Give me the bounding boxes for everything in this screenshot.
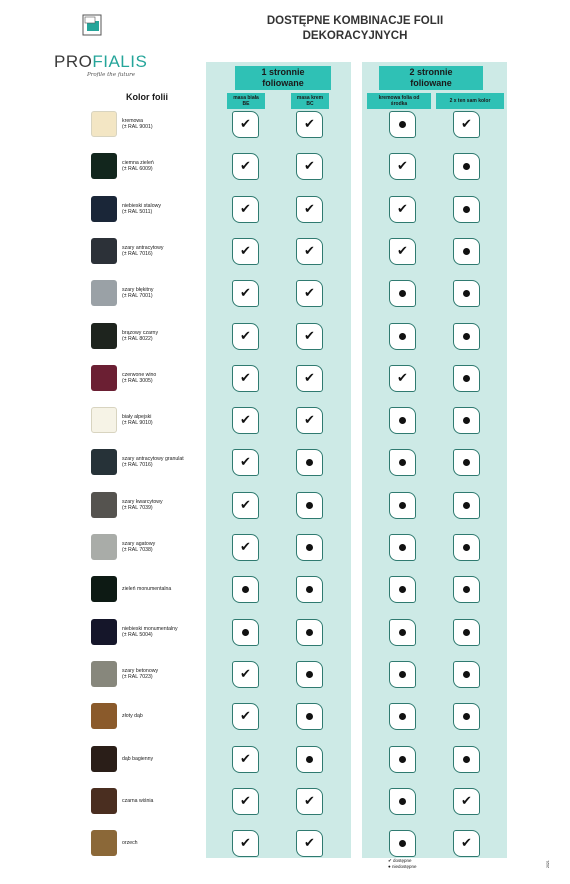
logo-wordmark (54, 52, 147, 72)
color-name-text: dąb bagienny (122, 755, 154, 762)
color-name-text: ciemna zieleń (122, 159, 154, 166)
check-icon: ✔ (461, 794, 472, 809)
availability-cell (389, 830, 416, 857)
check-icon: ✔ (397, 159, 408, 174)
group-header-two-side (379, 66, 483, 90)
page-title (215, 14, 495, 44)
check-icon: ✔ (240, 159, 251, 174)
dot-icon (399, 586, 406, 593)
availability-cell (389, 492, 416, 519)
availability-cell (389, 238, 416, 265)
dot-icon (399, 756, 406, 763)
availability-cell (232, 238, 259, 265)
availability-cell (389, 196, 416, 223)
check-icon: ✔ (240, 286, 251, 301)
legend-unavailable: ● niedostępne (388, 864, 417, 869)
table-row (0, 323, 570, 353)
dot-icon (463, 290, 470, 297)
availability-cell (453, 365, 480, 392)
color-swatch (91, 238, 117, 264)
dot-icon (463, 163, 470, 170)
availability-cell (389, 153, 416, 180)
legend (388, 858, 417, 870)
group2-line2: foliowane (410, 78, 452, 88)
table-row (0, 619, 570, 649)
dot-icon (463, 206, 470, 213)
color-swatch (91, 196, 117, 222)
availability-cell (453, 661, 480, 688)
sub3-line1: kremowa folia od (378, 95, 420, 101)
color-ral-code: (± RAL 5004) (122, 632, 153, 638)
legend-available: ✔ dostępne (388, 858, 412, 863)
availability-cell (232, 534, 259, 561)
dot-icon (463, 502, 470, 509)
title-line-2: DEKORACYJNYCH (302, 30, 408, 42)
availability-cell (389, 449, 416, 476)
availability-cell (453, 788, 480, 815)
color-ral-code: (± RAL 5011) (122, 209, 153, 215)
dot-icon (399, 798, 406, 805)
check-icon: ✔ (397, 202, 408, 217)
availability-cell (296, 238, 323, 265)
availability-cell (296, 365, 323, 392)
availability-cell (296, 323, 323, 350)
availability-cell (296, 534, 323, 561)
dot-icon (399, 502, 406, 509)
availability-cell (296, 830, 323, 857)
availability-cell (232, 323, 259, 350)
sub2-line1: masa krem (296, 95, 324, 101)
document-code: 2021 (546, 860, 550, 868)
dot-icon (399, 459, 406, 466)
color-ral-code: (± RAL 7001) (122, 293, 153, 299)
color-name-text: czarna wiśnia (122, 797, 154, 804)
availability-cell (232, 196, 259, 223)
dot-icon (463, 671, 470, 678)
color-swatch (91, 661, 117, 687)
color-swatch (91, 365, 117, 391)
dot-icon (242, 629, 249, 636)
color-name (122, 449, 204, 475)
color-name-text: szary kwarcytowy (122, 498, 163, 505)
color-ral-code: (± RAL 7038) (122, 547, 153, 553)
group2-line1: 2 stronnie (409, 67, 453, 77)
dot-icon (399, 840, 406, 847)
dot-icon (399, 333, 406, 340)
color-name (122, 323, 204, 349)
check-icon: ✔ (304, 202, 315, 217)
availability-cell (296, 746, 323, 773)
color-name-text: szary antracytowy granulat (122, 455, 184, 462)
color-name (122, 238, 204, 264)
availability-cell (232, 365, 259, 392)
availability-cell (296, 492, 323, 519)
dot-icon (399, 121, 406, 128)
color-name-text: szary agatowy (122, 540, 156, 547)
dot-icon (399, 671, 406, 678)
color-ral-code: (± RAL 6009) (122, 166, 153, 172)
color-name-text: zieleń monumentalna (122, 585, 172, 592)
check-icon: ✔ (461, 117, 472, 132)
check-icon: ✔ (397, 371, 408, 386)
color-name-text: brązowy czarny (122, 329, 159, 336)
availability-cell (232, 703, 259, 730)
table-row (0, 449, 570, 479)
check-icon: ✔ (304, 794, 315, 809)
table-row (0, 196, 570, 226)
color-swatch (91, 788, 117, 814)
color-swatch (91, 407, 117, 433)
color-swatch (91, 534, 117, 560)
subheader-masa-biala (227, 93, 265, 109)
color-ral-code: (± RAL 3005) (122, 378, 153, 384)
dot-icon (306, 544, 313, 551)
check-icon: ✔ (304, 286, 315, 301)
availability-cell (232, 830, 259, 857)
sub3-line2: środka (390, 101, 408, 107)
availability-cell (389, 534, 416, 561)
dot-icon (463, 713, 470, 720)
check-icon: ✔ (304, 159, 315, 174)
availability-cell (232, 407, 259, 434)
color-name (122, 619, 204, 645)
title-line-1: DOSTĘPNE KOMBINACJE FOLII (266, 15, 444, 27)
color-swatch (91, 830, 117, 856)
check-icon: ✔ (304, 371, 315, 386)
kolor-folii-header: Kolor folii (126, 92, 168, 102)
availability-cell (453, 830, 480, 857)
check-icon: ✔ (304, 329, 315, 344)
logo-tagline: Profile the future (87, 72, 136, 78)
availability-cell (389, 323, 416, 350)
dot-icon (463, 586, 470, 593)
check-icon: ✔ (304, 413, 315, 428)
table-row (0, 576, 570, 606)
color-name (122, 746, 204, 772)
color-name (122, 111, 204, 137)
availability-cell (453, 111, 480, 138)
color-ral-code: (± RAL 7023) (122, 674, 153, 680)
check-icon: ✔ (240, 794, 251, 809)
color-swatch (91, 492, 117, 518)
dot-icon (306, 713, 313, 720)
check-icon: ✔ (240, 244, 251, 259)
table-row (0, 407, 570, 437)
availability-cell (389, 111, 416, 138)
color-name (122, 196, 204, 222)
availability-cell (453, 746, 480, 773)
check-icon: ✔ (240, 117, 251, 132)
check-icon: ✔ (240, 709, 251, 724)
check-icon: ✔ (240, 752, 251, 767)
availability-cell (232, 788, 259, 815)
table-row (0, 703, 570, 733)
availability-cell (389, 619, 416, 646)
color-swatch (91, 280, 117, 306)
profialis-logo (54, 14, 174, 84)
color-ral-code: (± RAL 7039) (122, 505, 153, 511)
color-name-text: szary antracytowy (122, 244, 164, 251)
availability-cell (232, 619, 259, 646)
color-name-text: orzech (122, 839, 138, 846)
dot-icon (463, 248, 470, 255)
availability-cell (389, 788, 416, 815)
color-ral-code: (± RAL 7016) (122, 251, 153, 257)
color-name (122, 576, 204, 602)
color-name (122, 407, 204, 433)
color-name-text: szary błękitny (122, 286, 154, 293)
availability-cell (389, 576, 416, 603)
dot-icon (242, 586, 249, 593)
logo-square-icon (82, 14, 104, 38)
table-row (0, 661, 570, 691)
check-icon: ✔ (240, 413, 251, 428)
color-name (122, 365, 204, 391)
color-swatch (91, 153, 117, 179)
availability-cell (453, 153, 480, 180)
color-ral-code: (± RAL 9001) (122, 124, 153, 130)
color-swatch (91, 619, 117, 645)
availability-cell (453, 196, 480, 223)
availability-cell (453, 619, 480, 646)
table-row (0, 746, 570, 776)
availability-cell (232, 492, 259, 519)
table-row (0, 534, 570, 564)
dot-icon (463, 333, 470, 340)
color-name (122, 492, 204, 518)
availability-cell (296, 153, 323, 180)
color-name (122, 703, 204, 729)
color-swatch (91, 576, 117, 602)
sub4-line1: 2 x ten sam kolor (449, 98, 491, 104)
availability-cell (296, 619, 323, 646)
availability-cell (232, 576, 259, 603)
subheader-masa-krem (291, 93, 329, 109)
availability-cell (296, 449, 323, 476)
dot-icon (306, 629, 313, 636)
availability-cell (296, 280, 323, 307)
availability-cell (232, 661, 259, 688)
group-header-one-side (235, 66, 331, 90)
color-ral-code: (± RAL 7016) (122, 462, 153, 468)
availability-cell (389, 407, 416, 434)
availability-cell (453, 280, 480, 307)
dot-icon (399, 417, 406, 424)
dot-icon (399, 629, 406, 636)
color-name-text: szary betonowy (122, 667, 159, 674)
color-name (122, 153, 204, 179)
availability-cell (296, 788, 323, 815)
check-icon: ✔ (397, 244, 408, 259)
color-swatch (91, 746, 117, 772)
table-row (0, 280, 570, 310)
color-name (122, 661, 204, 687)
dot-icon (463, 544, 470, 551)
availability-cell (453, 323, 480, 350)
sub2-line2: BC (306, 101, 314, 107)
availability-cell (389, 703, 416, 730)
dot-icon (463, 417, 470, 424)
color-swatch (91, 111, 117, 137)
color-name (122, 534, 204, 560)
dot-icon (306, 756, 313, 763)
color-ral-code: (± RAL 9010) (122, 420, 153, 426)
dot-icon (399, 713, 406, 720)
check-icon: ✔ (240, 329, 251, 344)
check-icon: ✔ (461, 836, 472, 851)
availability-cell (296, 196, 323, 223)
dot-icon (463, 756, 470, 763)
sub1-line1: masa biała (233, 95, 259, 101)
table-row (0, 238, 570, 268)
availability-cell (389, 746, 416, 773)
table-row (0, 153, 570, 183)
color-name-text: czerwone wino (122, 371, 157, 378)
table-row (0, 788, 570, 818)
color-swatch (91, 703, 117, 729)
availability-cell (232, 449, 259, 476)
color-name (122, 830, 204, 856)
sub1-line2: BE (242, 101, 250, 107)
dot-icon (399, 290, 406, 297)
availability-cell (389, 365, 416, 392)
availability-cell (296, 407, 323, 434)
group1-line1: 1 stronnie (261, 67, 305, 77)
color-name-text: biały alpejski (122, 413, 152, 420)
dot-icon (463, 459, 470, 466)
check-icon: ✔ (304, 117, 315, 132)
check-icon: ✔ (240, 202, 251, 217)
check-icon: ✔ (240, 498, 251, 513)
color-name (122, 280, 204, 306)
availability-cell (453, 238, 480, 265)
logo-text-fialis: FIALIS (92, 52, 148, 71)
table-row (0, 492, 570, 522)
table-row (0, 111, 570, 141)
availability-cell (232, 111, 259, 138)
subheader-ten-sam-kolor (436, 93, 504, 109)
availability-cell (232, 746, 259, 773)
table-row (0, 830, 570, 860)
color-name (122, 788, 204, 814)
check-icon: ✔ (240, 371, 251, 386)
check-icon: ✔ (240, 836, 251, 851)
availability-cell (296, 703, 323, 730)
dot-icon (463, 375, 470, 382)
dot-icon (306, 502, 313, 509)
dot-icon (306, 671, 313, 678)
color-swatch (91, 449, 117, 475)
logo-text-pro: PRO (54, 52, 93, 71)
dot-icon (399, 544, 406, 551)
color-swatch (91, 323, 117, 349)
color-ral-code: (± RAL 8022) (122, 336, 153, 342)
dot-icon (306, 459, 313, 466)
table-row (0, 365, 570, 395)
availability-cell (232, 153, 259, 180)
availability-cell (232, 280, 259, 307)
check-icon: ✔ (240, 667, 251, 682)
availability-cell (453, 703, 480, 730)
availability-cell (296, 661, 323, 688)
check-icon: ✔ (304, 244, 315, 259)
check-icon: ✔ (240, 540, 251, 555)
color-name-text: niebieski monumentalny (122, 625, 178, 632)
color-name-text: kremowa (122, 117, 144, 124)
color-name-text: niebieski stalowy (122, 202, 161, 209)
availability-cell (453, 534, 480, 561)
dot-icon (306, 586, 313, 593)
dot-icon (463, 629, 470, 636)
availability-cell (453, 576, 480, 603)
availability-cell (453, 407, 480, 434)
availability-cell (453, 449, 480, 476)
subheader-kremowa-folia (367, 93, 431, 109)
availability-cell (296, 576, 323, 603)
group1-line2: foliowane (262, 78, 304, 88)
availability-cell (389, 280, 416, 307)
color-name-text: złoty dąb (122, 712, 143, 719)
check-icon: ✔ (240, 455, 251, 470)
availability-cell (296, 111, 323, 138)
check-icon: ✔ (304, 836, 315, 851)
availability-cell (453, 492, 480, 519)
availability-cell (389, 661, 416, 688)
